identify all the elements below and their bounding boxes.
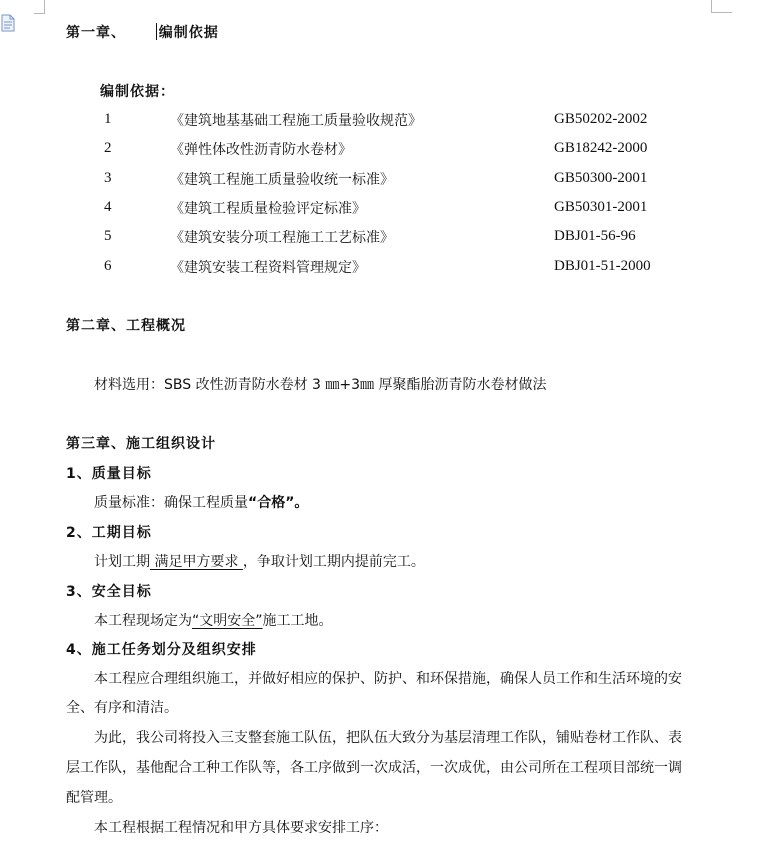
basis-item-number: 4 — [104, 199, 112, 215]
basis-item-title: 《建筑安装分项工程施工工艺标准》 — [170, 230, 394, 246]
paragraph2-line1: 为此，我公司将投入三支整套施工队伍，把队伍大致分为基层清理工作队，铺贴卷材工作队、表 — [94, 730, 682, 746]
basis-item-code: GB50202-2002 — [554, 111, 648, 127]
section4-title: 4、施工任务划分及组织安排 — [66, 642, 257, 658]
basis-item-code: DBJ01-56-96 — [554, 228, 636, 244]
basis-item-number: 6 — [104, 258, 112, 274]
chapter2-heading: 第二章、工程概况 — [66, 318, 186, 334]
section2-text-b: ，争取计划工期内提前完工。 — [242, 554, 425, 570]
section3-title: 3、安全目标 — [66, 584, 152, 600]
basis-item-title: 《建筑工程质量检验评定标准》 — [170, 201, 366, 217]
section2-title: 2、工期目标 — [66, 525, 152, 541]
section3-text-underlined: “文明安全” — [192, 613, 263, 629]
basis-item-title: 《建筑安装工程资料管理规定》 — [170, 260, 366, 276]
section2-text — [94, 551, 425, 571]
basis-item-number: 3 — [104, 170, 112, 186]
text-cursor — [156, 23, 157, 40]
basis-item-title: 《弹性体改性沥青防水卷材》 — [170, 142, 352, 158]
paragraph2-line3: 配管理。 — [66, 790, 122, 806]
basis-item-number: 1 — [104, 111, 112, 127]
basis-item-code: DBJ01-51-2000 — [554, 258, 651, 274]
section1-text-main: 质量标准：确保工程质量 — [94, 495, 248, 511]
basis-item-code: GB50300-2001 — [554, 170, 648, 186]
section1-title: 1、质量目标 — [66, 466, 152, 482]
section3-text-a: 本工程现场定为 — [94, 613, 192, 629]
page-margin-corner-left — [34, 0, 45, 14]
document-icon — [0, 14, 16, 32]
section3-text — [94, 610, 333, 630]
paragraph1-line1: 本工程应合理组织施工，并做好相应的保护、防护、和环保措施，确保人员工作和生活环境的安 — [94, 671, 682, 687]
material-text: 材料选用：SBS 改性沥青防水卷材 3 ㎜+3㎜ 厚聚酯胎沥青防水卷材做法 — [94, 377, 547, 393]
section3-text-b: 施工工地。 — [262, 613, 333, 629]
paragraph2-line2: 层工作队，基他配合工种工作队等，各工序做到一次成活，一次成优，由公司所在工程项目部统一调 — [66, 760, 682, 776]
chapter1-heading-title: 编制依据 — [158, 25, 219, 41]
page-margin-corner-right — [711, 0, 732, 13]
chapter3-heading: 第三章、施工组织设计 — [66, 436, 216, 452]
basis-item-code: GB18242-2000 — [554, 140, 648, 156]
basis-label: 编制依据： — [100, 84, 175, 100]
basis-item-title: 《建筑地基基础工程施工质量验收规范》 — [170, 113, 422, 129]
basis-item-number: 5 — [104, 228, 112, 244]
basis-item-code: GB50301-2001 — [554, 199, 648, 215]
basis-item-title: 《建筑工程施工质量验收统一标准》 — [170, 172, 394, 188]
section2-text-underlined: 满足甲方要求 — [150, 554, 243, 570]
section1-text-quote: “合格”。 — [248, 495, 309, 511]
section2-text-a: 计划工期 — [94, 554, 150, 570]
paragraph3-line1: 本工程根据工程情况和甲方具体要求安排工序： — [94, 820, 388, 836]
basis-item-number: 2 — [104, 140, 112, 156]
chapter1-heading-number: 第一章、 — [66, 25, 126, 41]
section1-text — [94, 492, 308, 512]
chapter1-heading — [66, 22, 219, 42]
paragraph1-line2: 全、有序和清洁。 — [66, 700, 178, 716]
